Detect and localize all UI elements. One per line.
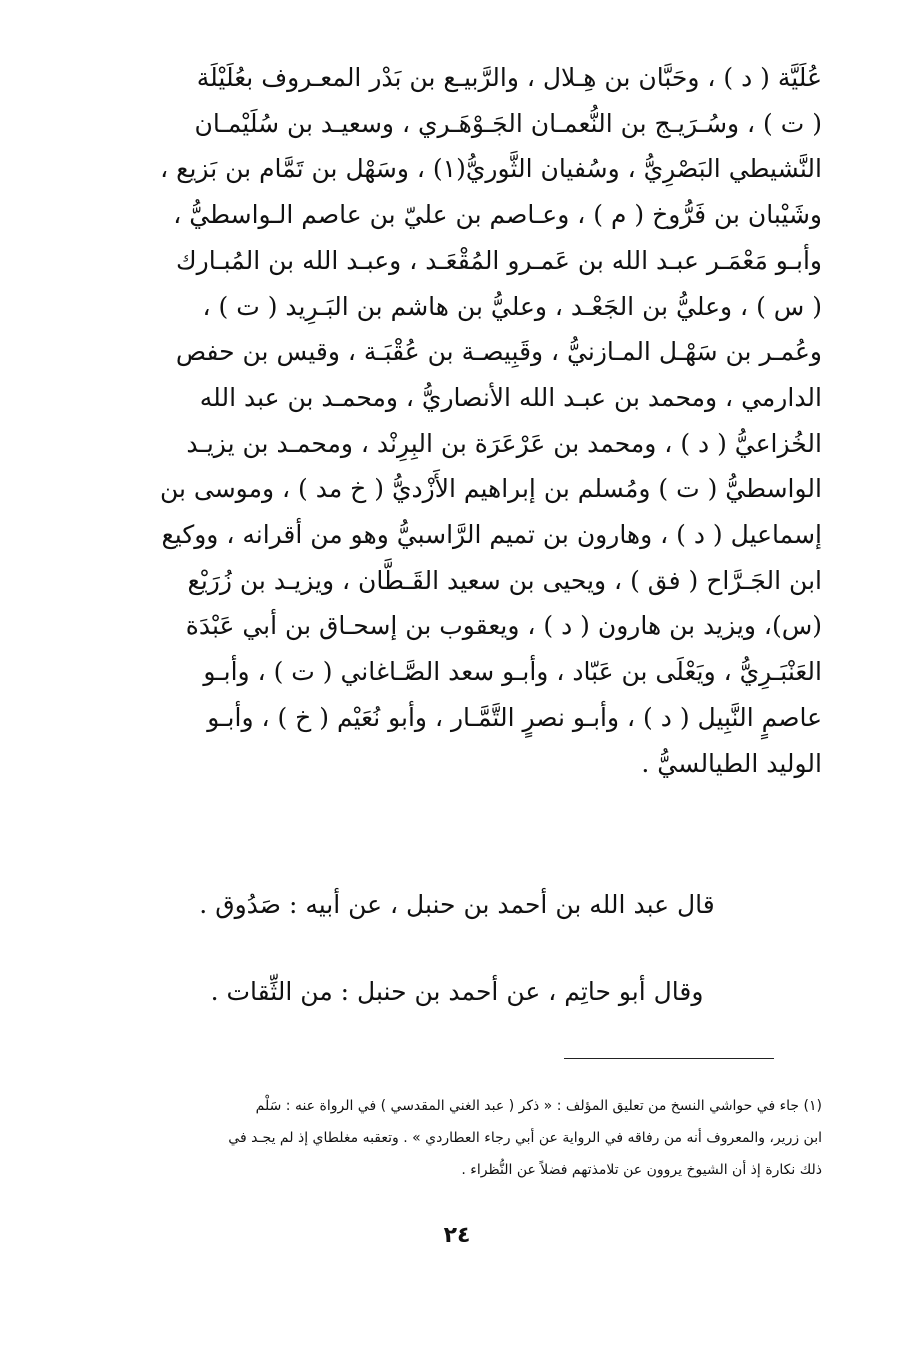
footnote-line: (١) جاء في حواشي النسخ من تعليق المؤلف : « ذكر ( عبد الغني المقدسي ) في الرواة عنه : سَلْم — [255, 1098, 822, 1114]
body-line: ( س ) ، وعليُّ بن الجَعْـد ، وعليُّ بن هاشم بن البَـرِيد ( ت ) ، — [202, 291, 822, 321]
body-line: وأبـو مَعْمَـر عبـد الله بن عَمـرو المُقْعَـد ، وعبـد الله بن المُبـارك — [176, 245, 822, 275]
quote-abu-hatim: وقال أبو حاتِم ، عن أحمد بن حنبل : من الثِّقات . — [210, 977, 704, 1006]
body-line: وشَيْبان بن فَرُّوخ ( م ) ، وعـاصم بن عليّ بن عاصم الـواسطيُّ ، — [173, 200, 822, 230]
body-line: ( ت ) ، وسُـرَيـج بن النُّعمـان الجَـوْهَـري ، وسعيـد بن سُلَيْمـان — [194, 108, 822, 138]
body-line: إسماعيل ( د ) ، وهارون بن تميم الرَّاسبيُّ وهو من أقرانه ، ووكيع — [161, 520, 822, 550]
body-line: عاصمٍ النَّبِيل ( د ) ، وأبـو نصرٍ التَّمَّـار ، وأبو نُعَيْم ( خ ) ، وأبـو — [207, 702, 822, 732]
body-line: الوليد الطيالسيُّ . — [641, 748, 822, 778]
page-number: ٢٤ — [443, 1223, 471, 1248]
body-line: الخُزاعيُّ ( د ) ، ومحمد بن عَرْعَرَة بن البِرِنْد ، ومحمـد بن يزيـد — [186, 428, 822, 458]
body-text — [92, 55, 822, 786]
body-line: الواسطيُّ ( ت ) ومُسلم بن إبراهيم الأَزْديُّ ( خ مد ) ، وموسى بن — [159, 474, 822, 504]
body-line: النَّشيطي البَصْرِيُّ ، وسُفيان الثَّوريُّ(١) ، وسَهْل بن تَمَّام بن بَزيع ، — [160, 154, 822, 184]
body-line: عُلَيَّة ( د ) ، وحَبَّان بن هِـلال ، والرَّبيـع بن بَدْر المعـروف بعُلَيْلَة — [196, 63, 822, 92]
body-line: ابن الجَـرَّاح ( فق ) ، ويحيى بن سعيد القَـطَّان ، ويزيـد بن زُرَيْع — [187, 565, 822, 595]
footnote-divider — [564, 1058, 774, 1059]
body-line: (س)، ويزيد بن هارون ( د ) ، ويعقوب بن إسحـاق بن أبي عَبْدَة — [185, 611, 822, 641]
body-line: الدارمي ، ومحمد بن عبـد الله الأنصاريُّ ، ومحمـد بن عبد الله — [199, 382, 822, 412]
quote-abdullah: قال عبد الله بن أحمد بن حنبل ، عن أبيه : صَدُوق . — [199, 890, 715, 919]
document-page — [92, 55, 822, 1315]
footnote-line: ابن زرير، والمعروف أنه من رفاقه في الرواية عن أبي رجاء العطاردي » . وتعقبه مغلطاي إذ لم يجـد في — [228, 1130, 822, 1146]
footnote — [92, 1090, 822, 1186]
footnote-line: ذلك نكارة إذ أن الشيوخ يروون عن تلامذتهم فضلاً عن النُّظراء . — [461, 1162, 822, 1178]
body-line: العَنْبَـرِيُّ ، ويَعْلَى بن عَبّاد ، وأبـو سعد الصَّـاغاني ( ت ) ، وأبـو — [203, 657, 822, 687]
body-line: وعُمـر بن سَهْـل المـازنيُّ ، وقَبِيصـة بن عُقْبَـة ، وقيس بن حفص — [175, 337, 822, 367]
